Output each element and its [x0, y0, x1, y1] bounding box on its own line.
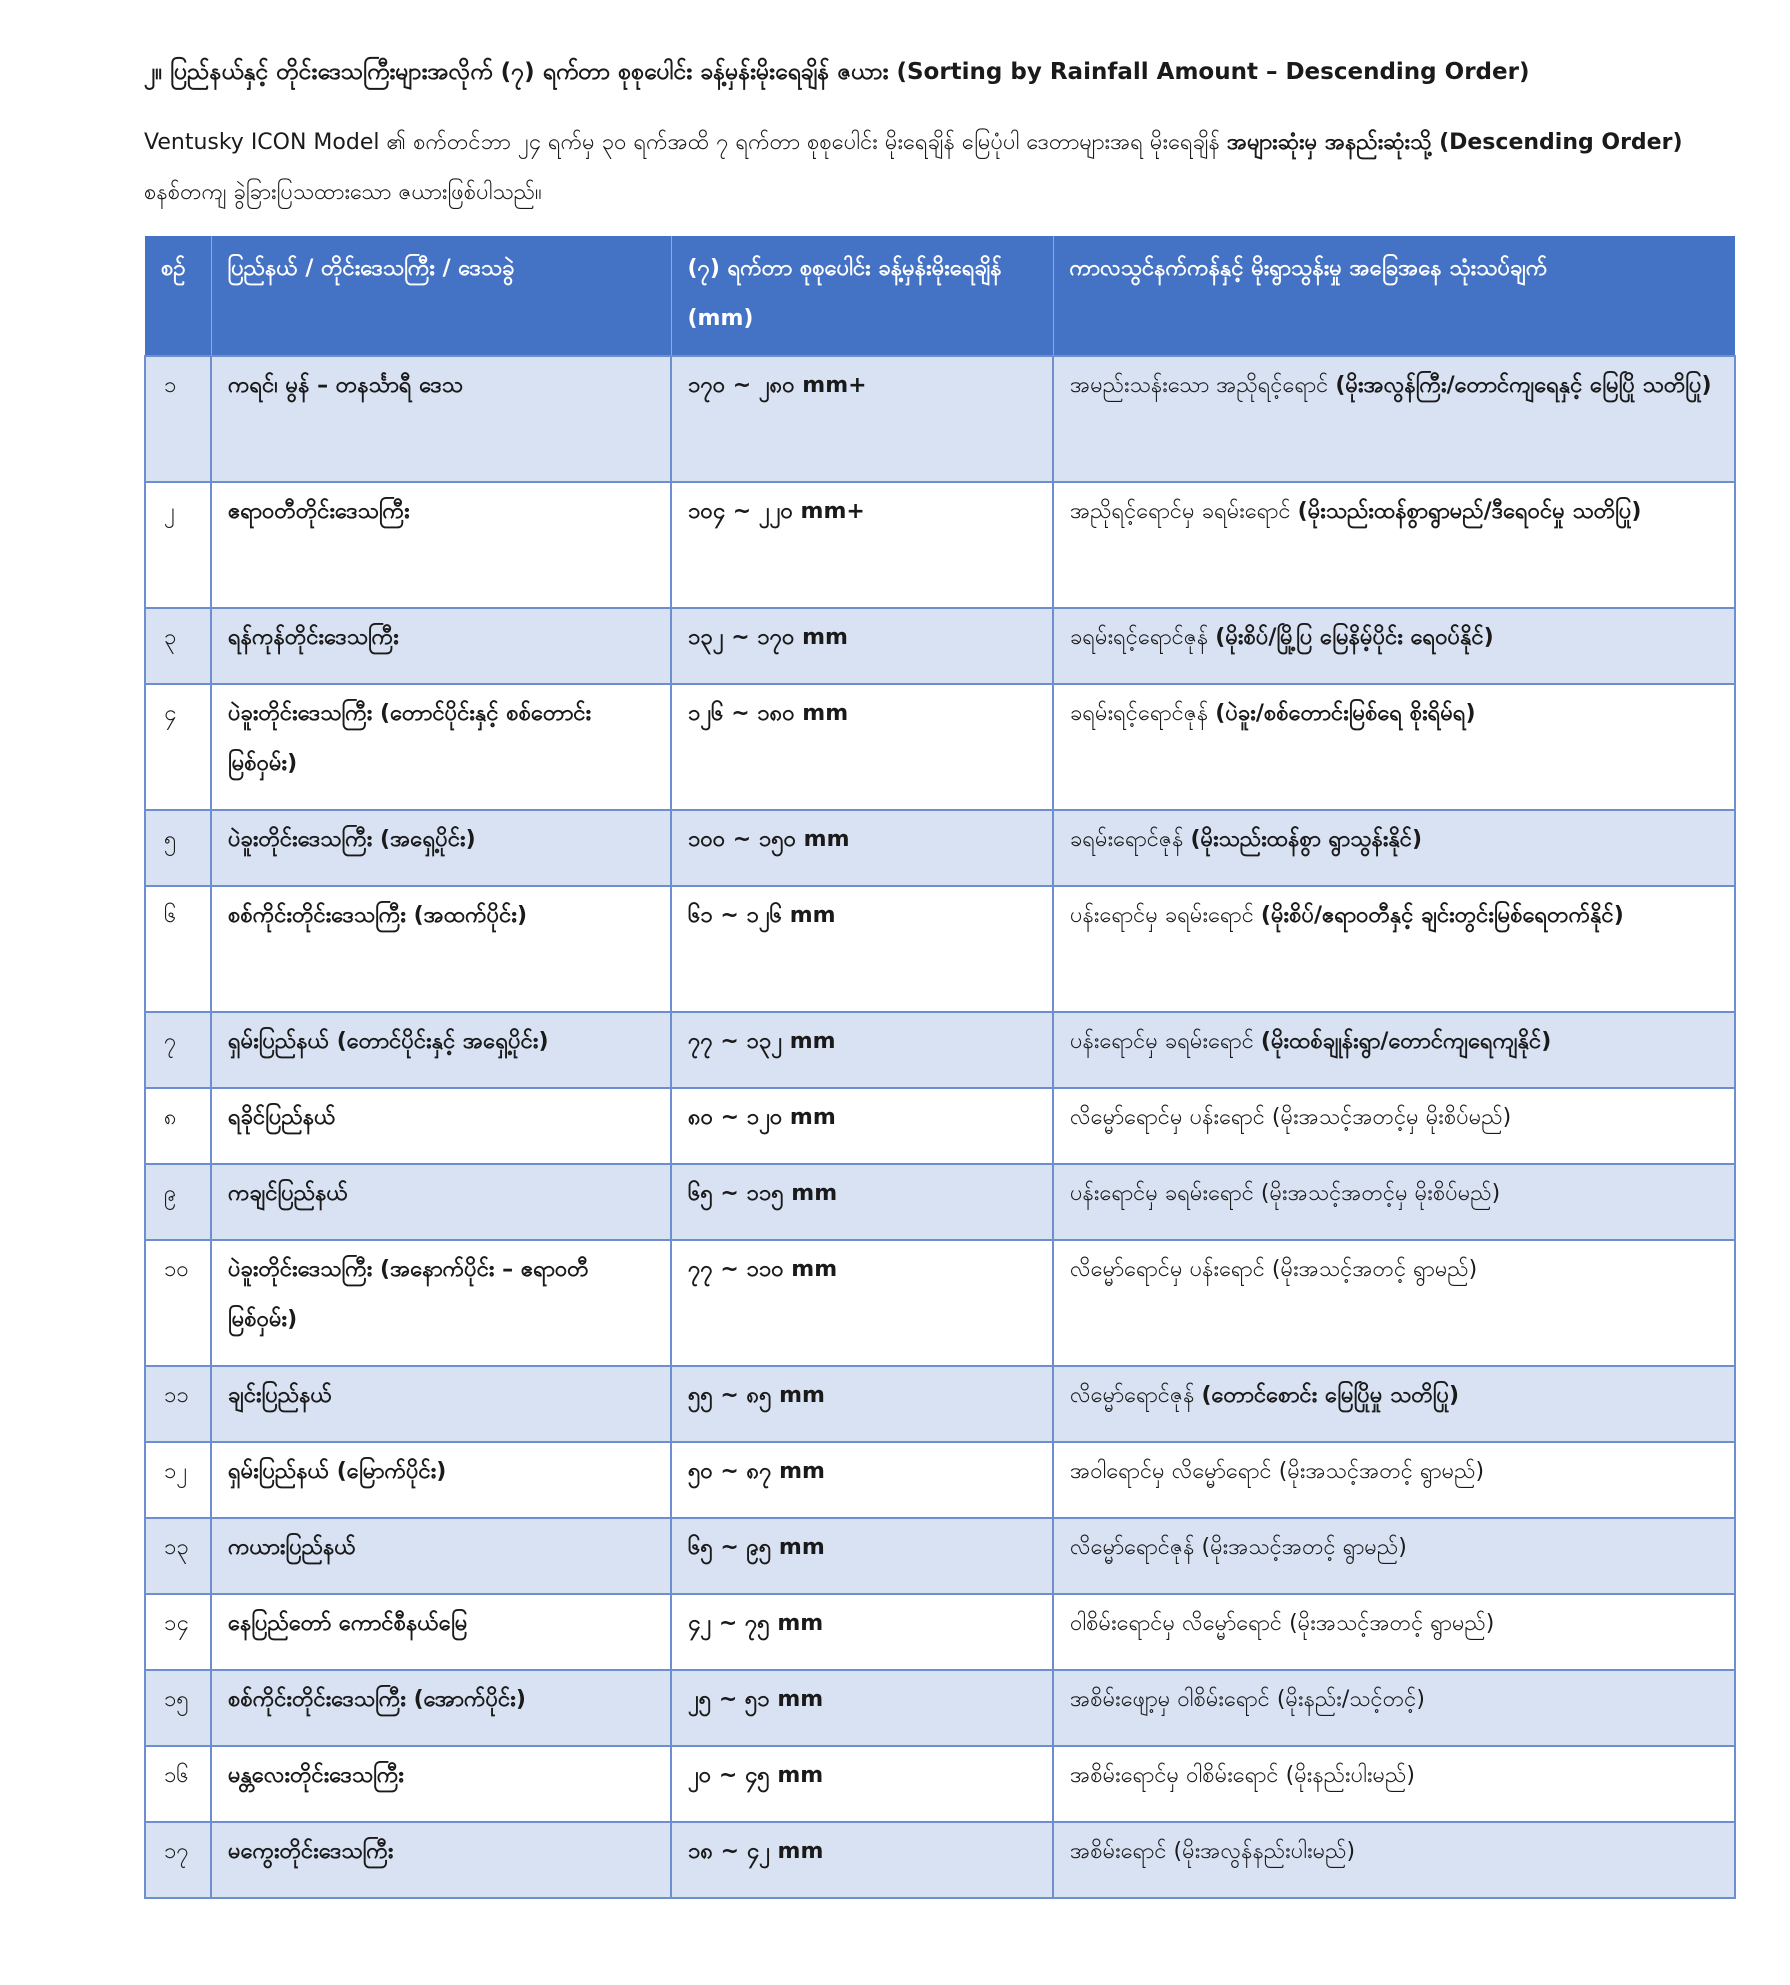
assessment-trend: အစိမ်းဖျော့မှ ဝါစိမ်းရောင်: [1070, 1687, 1277, 1712]
row-region: ရခိုင်ပြည်နယ်: [211, 1088, 671, 1164]
assessment-note: (မိုးအသင့်အတင့် ရွာမည်): [1271, 1257, 1478, 1282]
table-row: [145, 1442, 1735, 1518]
row-number: ၉: [145, 1164, 211, 1240]
table-header-row: [145, 236, 1735, 356]
table-row: [145, 1594, 1735, 1670]
row-region: ကချင်ပြည်နယ်: [211, 1164, 671, 1240]
assessment-note: (မိုးစိပ်/ဧရာဝတီနှင့် ချင်းတွင်းမြစ်ရေတက်နိုင်): [1260, 903, 1624, 928]
row-number: ၁၃: [145, 1518, 211, 1594]
table-row: [145, 1822, 1735, 1898]
assessment-trend: ခရမ်းရင့်ရောင်ဇုန်: [1070, 701, 1216, 726]
row-assessment: [1053, 1670, 1735, 1746]
row-assessment: [1053, 1518, 1735, 1594]
row-assessment: [1053, 356, 1735, 482]
row-region: ဧရာဝတီတိုင်းဒေသကြီး: [211, 482, 671, 608]
table-row: [145, 1088, 1735, 1164]
row-region: မကွေးတိုင်းဒေသကြီး: [211, 1822, 671, 1898]
row-rainfall: ၆၅ ~ ၁၁၅ mm: [671, 1164, 1053, 1240]
header-region: ပြည်နယ် / တိုင်းဒေသကြီး / ဒေသခွဲ: [211, 236, 671, 356]
row-rainfall: ၇၇ ~ ၁၃၂ mm: [671, 1012, 1053, 1088]
row-region: နေပြည်တော် ကောင်စီနယ်မြေ: [211, 1594, 671, 1670]
row-rainfall: ၁၇၀ ~ ၂၈၀ mm+: [671, 356, 1053, 482]
row-region: ပဲခူးတိုင်းဒေသကြီး (အရှေ့ပိုင်း): [211, 810, 671, 886]
table-row: [145, 810, 1735, 886]
row-number: ၁၁: [145, 1366, 211, 1442]
assessment-trend: ပန်းရောင်မှ ခရမ်းရောင်: [1070, 903, 1261, 928]
row-number: ၁၆: [145, 1746, 211, 1822]
row-assessment: [1053, 1240, 1735, 1366]
assessment-note: (မိုးအသင့်အတင့် ရွာမည်): [1201, 1535, 1407, 1560]
row-number: ၃: [145, 608, 211, 684]
row-region: ပဲခူးတိုင်းဒေသကြီး (တောင်ပိုင်းနှင့် စစ်တောင်းမြစ်ဝှမ်း): [211, 684, 671, 810]
row-region: ကယားပြည်နယ်: [211, 1518, 671, 1594]
table-row: [145, 1164, 1735, 1240]
table-row: [145, 1240, 1735, 1366]
table-row: [145, 1670, 1735, 1746]
table-row: [145, 1012, 1735, 1088]
row-assessment: [1053, 1594, 1735, 1670]
row-region: စစ်ကိုင်းတိုင်းဒေသကြီး (အထက်ပိုင်း): [211, 886, 671, 1012]
table-row: [145, 886, 1735, 1012]
row-region: ရှမ်းပြည်နယ် (မြောက်ပိုင်း): [211, 1442, 671, 1518]
table-row: [145, 356, 1735, 482]
assessment-trend: အစိမ်းရောင်မှ ဝါစိမ်းရောင်: [1070, 1763, 1286, 1788]
assessment-note: (မိုးထစ်ချုန်းရွာ/တောင်ကျရေကျနိုင်): [1260, 1029, 1552, 1054]
table-row: [145, 684, 1735, 810]
row-assessment: [1053, 1012, 1735, 1088]
section-heading: ၂။ ပြည်နယ်နှင့် တိုင်းဒေသကြီးများအလိုက် (၇) ရက်တာ စုစုပေါင်း ခန့်မှန်းမိုးရေချိန် ဇယား (Sorting by Rainfall Amount – Descending Order): [144, 59, 1530, 85]
row-rainfall: ၆၁ ~ ၁၂၆ mm: [671, 886, 1053, 1012]
row-region: စစ်ကိုင်းတိုင်းဒေသကြီး (အောက်ပိုင်း): [211, 1670, 671, 1746]
assessment-trend: လိမ္မော်ရောင်ဇုန်: [1070, 1383, 1202, 1408]
assessment-note: (မိုးအလွန်နည်းပါးမည်): [1173, 1839, 1356, 1864]
row-rainfall: ၈၀ ~ ၁၂၀ mm: [671, 1088, 1053, 1164]
row-number: ၆: [145, 886, 211, 1012]
table-row: [145, 608, 1735, 684]
row-assessment: [1053, 608, 1735, 684]
row-rainfall: ၁၂၆ ~ ၁၈၀ mm: [671, 684, 1053, 810]
assessment-note: (ပဲခူး/စစ်တောင်းမြစ်ရေ စိုးရိမ်ရ): [1215, 701, 1476, 726]
assessment-trend: လိမ္မော်ရောင်မှ ပန်းရောင်: [1070, 1257, 1272, 1282]
row-number: ၄: [145, 684, 211, 810]
header-no: စဉ်: [145, 236, 211, 356]
row-number: ၇: [145, 1012, 211, 1088]
assessment-trend: ပန်းရောင်မှ ခရမ်းရောင်: [1070, 1181, 1261, 1206]
row-assessment: [1053, 482, 1735, 608]
row-rainfall: ၄၂ ~ ၇၅ mm: [671, 1594, 1053, 1670]
row-rainfall: ၁၀၀ ~ ၁၅၀ mm: [671, 810, 1053, 886]
row-rainfall: ၁၀၄ ~ ၂၂၀ mm+: [671, 482, 1053, 608]
row-number: ၁: [145, 356, 211, 482]
row-rainfall: ၁၃၂ ~ ၁၇၀ mm: [671, 608, 1053, 684]
row-number: ၁၂: [145, 1442, 211, 1518]
row-number: ၁၀: [145, 1240, 211, 1366]
assessment-trend: ခရမ်းရောင်ဇုန်: [1070, 827, 1191, 852]
row-assessment: [1053, 684, 1735, 810]
assessment-note: (တောင်စောင်း မြေပြိုမှု သတိပြု): [1201, 1383, 1460, 1408]
row-region: ကရင်၊ မွန် – တနင်္သာရီ ဒေသ: [211, 356, 671, 482]
row-rainfall: ၅၀ ~ ၈၇ mm: [671, 1442, 1053, 1518]
row-number: ၁၇: [145, 1822, 211, 1898]
intro-paragraph: [144, 118, 1734, 218]
table-body: [145, 356, 1735, 1898]
row-rainfall: ၅၅ ~ ၈၅ mm: [671, 1366, 1053, 1442]
row-number: ၂: [145, 482, 211, 608]
assessment-trend: အညိုရင့်ရောင်မှ ခရမ်းရောင်: [1070, 499, 1298, 524]
row-assessment: [1053, 1746, 1735, 1822]
row-assessment: [1053, 1088, 1735, 1164]
assessment-note: (မိုးသည်းထန်စွာ ရွာသွန်းနိုင်): [1190, 827, 1423, 852]
header-assessment: ကာလသွင်နက်ကန်နှင့် မိုးရွာသွန်းမှု အခြေအနေ သုံးသပ်ချက်: [1069, 256, 1548, 281]
row-assessment: [1053, 1366, 1735, 1442]
row-rainfall: ၂၅ ~ ၅၁ mm: [671, 1670, 1053, 1746]
assessment-trend: ဝါစိမ်းရောင်မှ လိမ္မော်ရောင်: [1070, 1611, 1290, 1636]
assessment-note: (မိုးအသင့်အတင့်မှ မိုးစိပ်မည်): [1271, 1105, 1512, 1130]
row-rainfall: ၁၈ ~ ၄၂ mm: [671, 1822, 1053, 1898]
row-region: ပဲခူးတိုင်းဒေသကြီး (အနောက်ပိုင်း – ဧရာဝတီမြစ်ဝှမ်း): [211, 1240, 671, 1366]
row-region: ရှမ်းပြည်နယ် (တောင်ပိုင်းနှင့် အရှေ့ပိုင်း): [211, 1012, 671, 1088]
row-rainfall: ၇၇ ~ ၁၁၀ mm: [671, 1240, 1053, 1366]
assessment-trend: လိမ္မော်ရောင်မှ ပန်းရောင်: [1070, 1105, 1272, 1130]
assessment-note: (မိုးအသင့်အတင့် ရွာမည်): [1289, 1611, 1495, 1636]
row-rainfall: ၆၅ ~ ၉၅ mm: [671, 1518, 1053, 1594]
row-assessment: [1053, 1164, 1735, 1240]
row-assessment: [1053, 1822, 1735, 1898]
header-rainfall: (၇) ရက်တာ စုစုပေါင်း ခန့်မှန်းမိုးရေချိန် (mm): [671, 236, 1053, 356]
assessment-note: (မိုးအသင့်အတင့်မှ မိုးစိပ်မည်): [1260, 1181, 1501, 1206]
row-rainfall: ၂၀ ~ ၄၅ mm: [671, 1746, 1053, 1822]
rainfall-table: [144, 236, 1736, 1899]
assessment-trend: ခရမ်းရင့်ရောင်ဇုန်: [1070, 625, 1216, 650]
row-assessment: [1053, 810, 1735, 886]
assessment-note: (မိုးအသင့်အတင့် ရွာမည်): [1278, 1459, 1485, 1484]
document-page: [144, 48, 1734, 1899]
assessment-note: (မိုးစိပ်/မြို့ပြ မြေနိမ့်ပိုင်း ရေဝပ်နိုင်): [1215, 625, 1494, 650]
table-row: [145, 1746, 1735, 1822]
intro-emphasis: အများဆုံးမှ အနည်းဆုံးသို့ (Descending Order): [1226, 130, 1683, 155]
intro-text: Ventusky ICON Model ၏ စက်တင်ဘာ ၂၄ ရက်မှ ၃၀ ရက်အထိ ၇ ရက်တာ စုစုပေါင်း မိုးရေချိန် မြေပုံပါ ဒေတာများအရ မိုးရေချိန်: [144, 130, 1227, 155]
assessment-trend: အမည်းသန်းသော အညိုရင့်ရောင်: [1070, 373, 1336, 398]
assessment-trend: အစိမ်းရောင်: [1070, 1839, 1174, 1864]
table-row: [145, 1518, 1735, 1594]
row-assessment: [1053, 1442, 1735, 1518]
row-number: ၁၅: [145, 1670, 211, 1746]
table-row: [145, 482, 1735, 608]
assessment-trend: အဝါရောင်မှ လိမ္မော်ရောင်: [1070, 1459, 1279, 1484]
row-number: ၈: [145, 1088, 211, 1164]
assessment-note: (မိုးအလွန်ကြီး/တောင်ကျရေနှင့် မြေပြို သတိပြု): [1335, 373, 1712, 398]
row-number: ၁၄: [145, 1594, 211, 1670]
row-assessment: [1053, 886, 1735, 1012]
row-region: ချင်းပြည်နယ်: [211, 1366, 671, 1442]
assessment-trend: ပန်းရောင်မှ ခရမ်းရောင်: [1070, 1029, 1261, 1054]
row-region: မန္တလေးတိုင်းဒေသကြီး: [211, 1746, 671, 1822]
row-region: ရန်ကုန်တိုင်းဒေသကြီး: [211, 608, 671, 684]
assessment-trend: လိမ္မော်ရောင်ဇုန်: [1070, 1535, 1202, 1560]
assessment-note: (မိုးနည်း/သင့်တင့်): [1276, 1687, 1425, 1712]
row-number: ၅: [145, 810, 211, 886]
assessment-note: (မိုးသည်းထန်စွာရွာမည်/ဒီရေဝင်မှု သတိပြု): [1297, 499, 1642, 524]
table-row: [145, 1366, 1735, 1442]
intro-text-end: စနစ်တကျ ခွဲခြားပြသထားသော ဇယားဖြစ်ပါသည်။: [144, 180, 542, 205]
assessment-note: (မိုးနည်းပါးမည်): [1285, 1763, 1415, 1788]
